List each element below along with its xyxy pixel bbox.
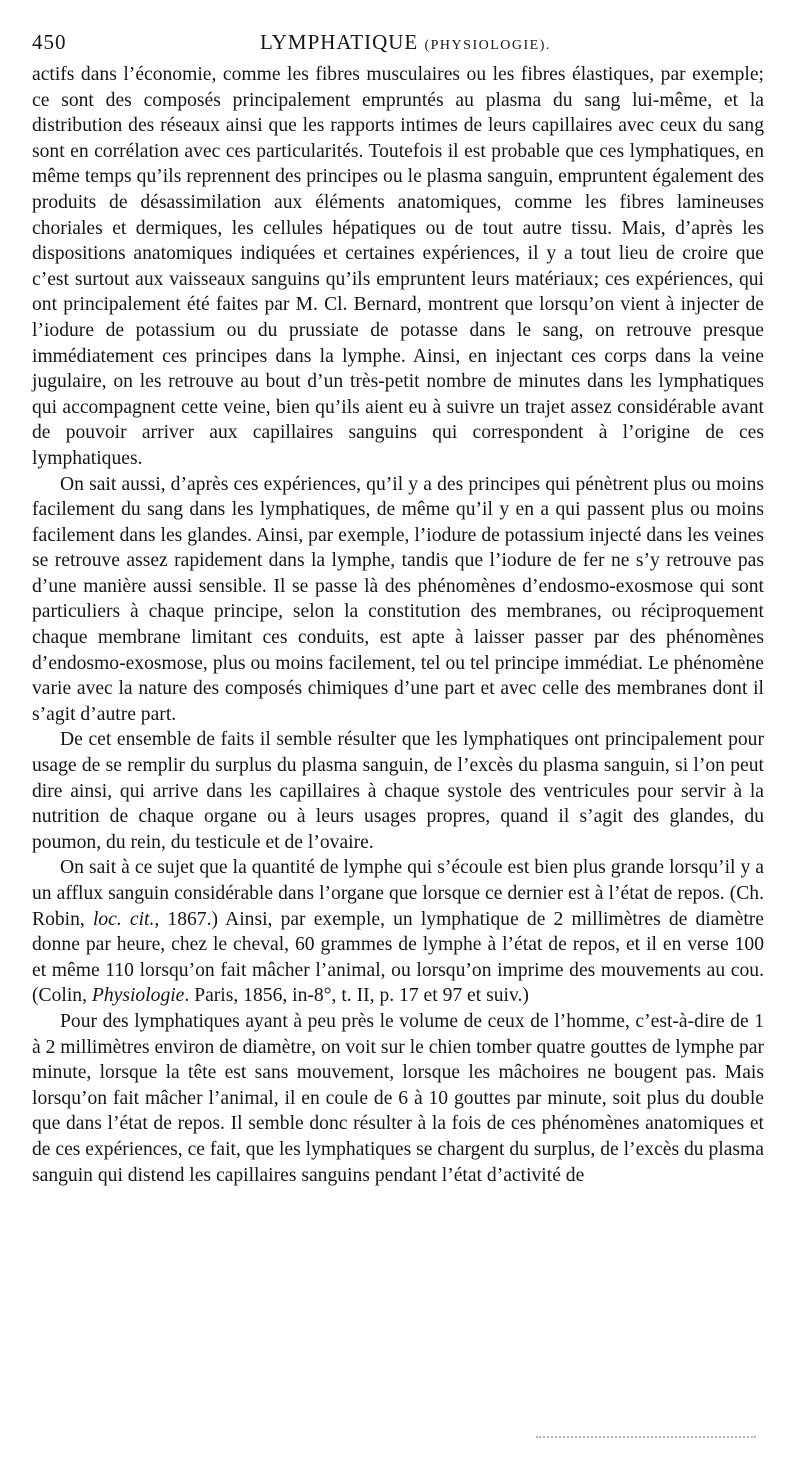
paragraph-4-part-3: . Paris, 1856, in-8°, t. II, p. 17 et 97 et suiv.) [184, 985, 529, 1007]
body-text [32, 62, 764, 1188]
paragraph-3: De cet ensemble de faits il semble résulter que les lymphatiques ont principalement pour usage de se remplir du surplus du plasma sanguin, de l’excès du plasma sanguin, si l’on peut dire ainsi, qui arrive dans les capillaires à chaque systole des ventricules pour servir à la nutrition de chaque organe ou à leurs usages propres, quand il s’agit des glandes, du poumon, du rein, du testicule et de l’ovaire. [32, 729, 764, 853]
paragraph-4 [32, 855, 764, 1009]
running-head [32, 22, 764, 62]
paragraph-1: actifs dans l’économie, comme les fibres musculaires ou les fibres élastiques, par exemple; ce sont des composés principalement empruntés au plasma du sang lui-même, et la distribution des réseaux ainsi que les rapports intimes de leurs capillaires avec ceux du sang sont en corrélation avec ces particularités. Toutefois il est probable que ces lymphatiques, en même temps qu’ils reprennent des principes ou le plasma sanguin, empruntent également des produits de désassimilation aux éléments anatomiques, comme les fibres lamineuses choriales et dermiques, les cellules hépatiques ou de tout autre tissu. Mais, d’après les dispositions anatomiques indiquées et certaines expériences, il y a tout lieu de croire que c’est surtout aux vaisseaux sanguins qu’ils empruntent leurs matériaux; ces expériences, qui ont principalement été faites par M. Cl. Bernard, montrent que lorsqu’on vient à injecter de l’iodure de potassium ou du prussiate de potasse dans le sang, on retrouve presque immédiatement ces principes dans la lymphe. Ainsi, en injectant ces corps dans la veine jugulaire, on les retrouve au bout d’un très-petit nombre de minutes dans les lymphatiques qui accompagnent cette veine, bien qu’ils aient eu à suivre un trajet assez considérable avant de pouvoir arriver aux capillaires sanguins qui correspondent à l’origine de ces lymphatiques. [32, 64, 764, 469]
print-bleed-through [536, 1436, 756, 1441]
paragraph-5: Pour des lymphatiques ayant à peu près le volume de ceux de l’homme, c’est-à-dire de 1 à 2 millimètres environ de diamètre, on voit sur le chien tomber quatre gouttes de lymphe par minute, lorsque la tête est sans mouvement, lorsque les mâchoires ne bougent pas. Mais lorsqu’on fait mâcher l’animal, il en coule de 6 à 10 gouttes par minute, soit plus du double que dans l’état de repos. Il semble donc résulter à la fois de ces phénomènes anatomiques et de ces expériences, ce fait, que les lymphatiques se chargent du surplus, de l’excès du plasma sanguin qui distend les capillaires sanguins pendant l’état d’activité de [32, 1010, 764, 1186]
paragraph-2: On sait aussi, d’après ces expériences, qu’il y a des principes qui pénètrent plus ou moins facilement du sang dans les lymphatiques, de même qu’il y en a qui passent plus ou moins facilement dans les glandes. Ainsi, par exemple, l’iodure de potassium injecté dans les veines se retrouve assez rapidement dans la lymphe, tandis que l’iodure de fer ne s’y retrouve pas d’une manière aussi sensible. Il se passe là des phénomènes d’endosmo-exosmose qui sont particuliers à chaque principe, selon la constitution des membranes, ou réciproquement chaque membrane limitant ces conduits, est apte à laisser passer par des phénomènes d’endosmo-exosmose, plus ou moins facilement, tel ou tel principe immédiat. Le phénomène varie avec la nature des composés chimiques d’une part et avec celle des membranes dont il s’agit d’autre part. [32, 473, 764, 725]
paragraph-4-part-2: , 1867.) Ainsi, par exemple, un lymphatique de 2 millimètres de diamètre donne par heure, chez le cheval, 60 grammes de lymphe à l’état de repos, et il en verse 100 et même 110 lorsqu’on fait mâcher l’animal, ou lorsqu’on imprime des mouvements au cou. (Colin, [32, 908, 764, 1007]
citation-physiologie: Physiologie [91, 985, 185, 1007]
running-title-main: LYMPHATIQUE [260, 30, 419, 54]
running-title [260, 30, 551, 55]
running-title-subtitle: (PHYSIOLOGIE). [424, 38, 551, 53]
citation-loc-cit: loc. cit. [92, 908, 155, 930]
paragraph-4-part-1: On sait à ce sujet que la quantité de lymphe qui s’écoule est bien plus grande lorsqu’il y a un afflux sanguin considérable dans l’organe que lorsque ce dernier est à l’état de repos. (Ch. Robin, [32, 857, 764, 930]
page-number: 450 [32, 30, 67, 54]
